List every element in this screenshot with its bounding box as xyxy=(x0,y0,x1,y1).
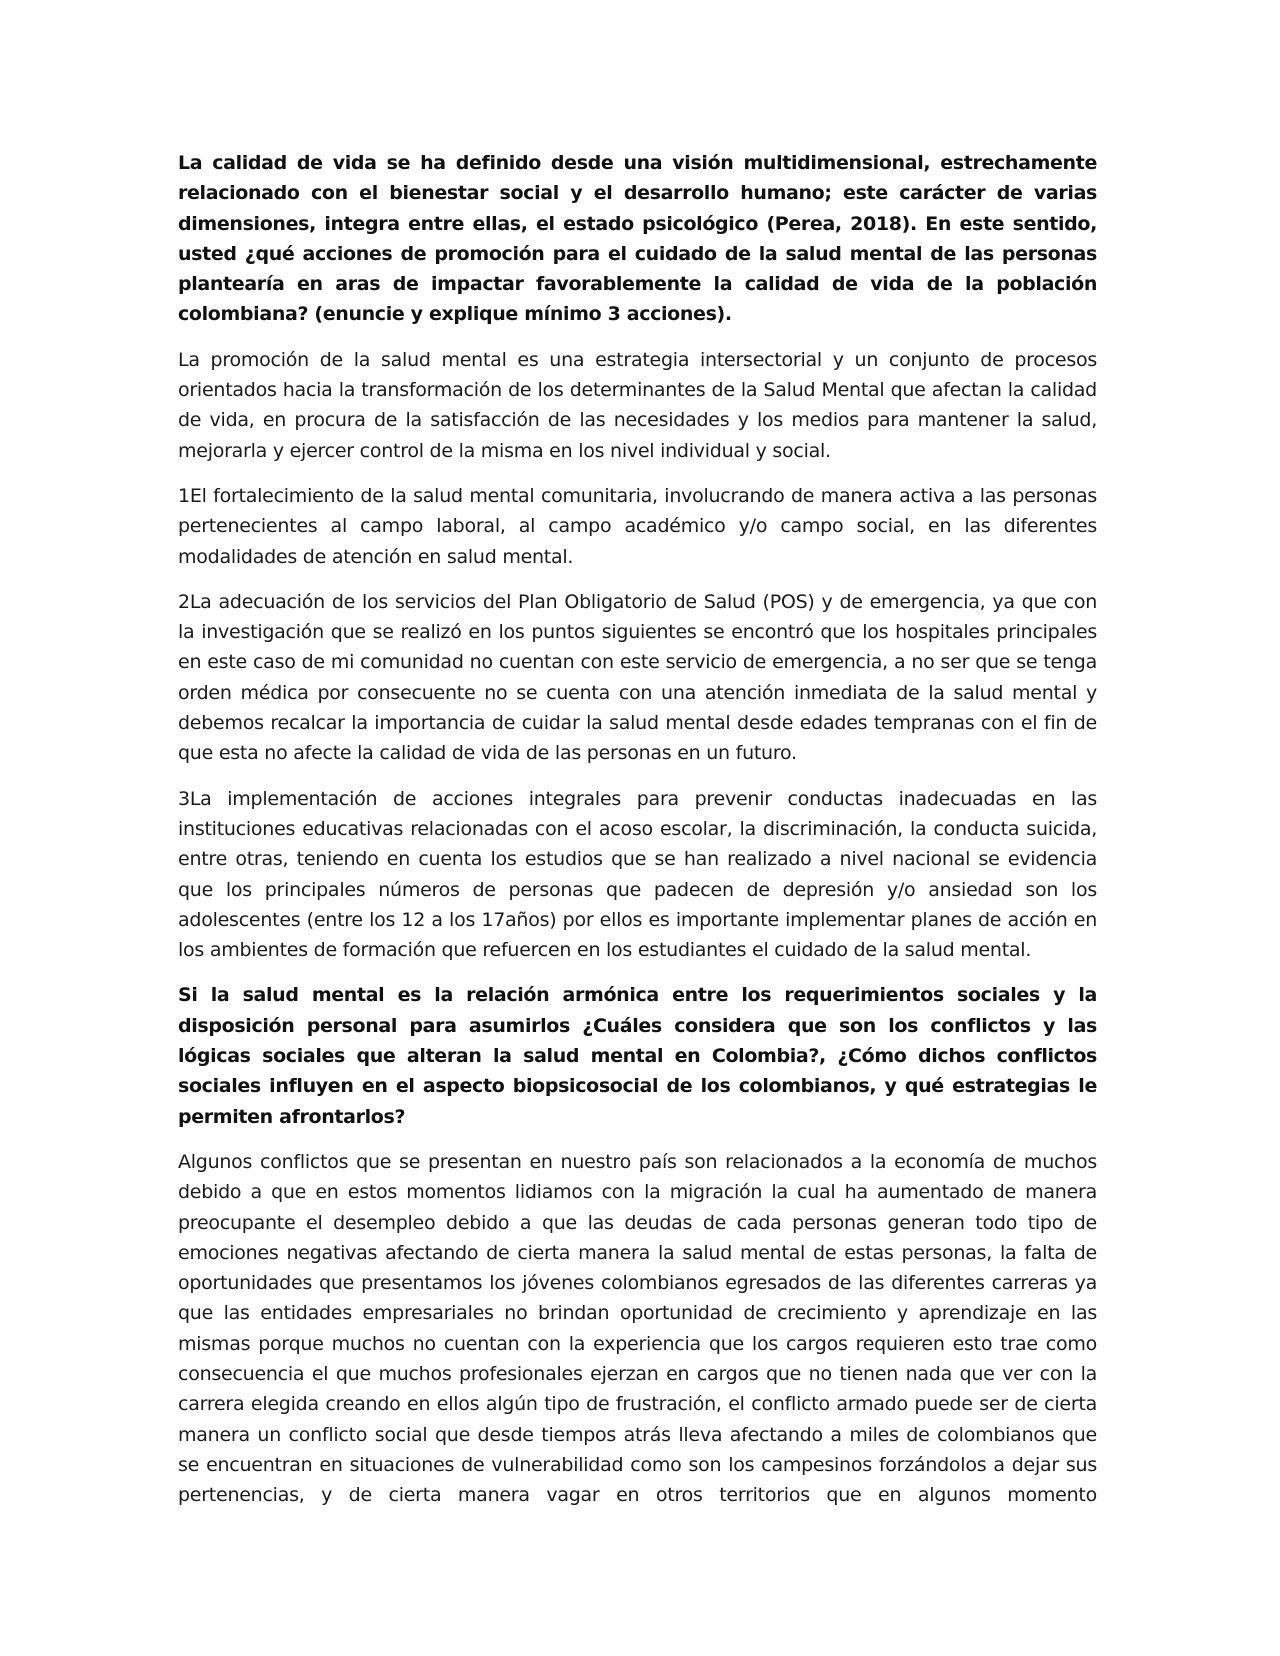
answer-conflicts-paragraph: Algunos conflictos que se presentan en nuestro país son relacionados a la economía de muchos debido a que en estos momentos lidiamos con la migración la cual ha aumentado de manera preocupante el desempleo debido a que las deudas de cada personas generan todo tipo de emociones negativas afectando de cierta manera la salud mental de estas personas, la falta de oportunidades que presentamos los jóvenes colombianos egresados de las diferentes carreras ya que las entidades empresariales no brindan oportunidad de crecimiento y aprendizaje en las mismas porque muchos no cuentan con la experiencia que los cargos requieren esto trae como consecuencia el que muchos profesionales ejerzan en cargos que no tienen nada que ver con la carrera elegida creando en ellos algún tipo de frustración, el conflicto armado puede ser de cierta manera un conflicto social que desde tiempos atrás lleva afectando a miles de colombianos que se encuentran en situaciones de vulnerabilidad como son los campesinos forzándolos a dejar sus pertenencias, y de cierta manera vagar en otros territorios que en algunos momento xyxy=(178,1150,1097,1507)
question-1: La calidad de vida se ha definido desde una visión multidimensional, estrechamente relacionado con el bienestar social y el desarrollo humano; este carácter de varias dimensiones, integra entre ellas, el estado psicológico (Perea, 2018). En este sentido, usted ¿qué acciones de promoción para el cuidado de la salud mental de las personas plantearía en aras de impactar favorablemente la calidad de vida de la población colombiana? (enuncie y explique mínimo 3 acciones). xyxy=(178,152,1097,326)
action-1-paragraph: 1El fortalecimiento de la salud mental comunitaria, involucrando de manera activa a las personas pertenecientes al campo laboral, al campo académico y/o campo social, en las diferentes modalidades de atención en salud mental. xyxy=(178,484,1097,568)
action-2-paragraph: 2La adecuación de los servicios del Plan Obligatorio de Salud (POS) y de emergencia, ya que con la investigación que se realizó en los puntos siguientes se encontró que los hospitales principales en este caso de mi comunidad no cuentan con este servicio de emergencia, a no ser que se tenga orden médica por consecuente no se cuenta con una atención inmediata de la salud mental y debemos recalcar la importancia de cuidar la salud mental desde edades tempranas con el fin de que esta no afecte la calidad de vida de las personas en un futuro. xyxy=(178,590,1097,765)
answer-intro-paragraph: La promoción de la salud mental es una estrategia intersectorial y un conjunto de procesos orientados hacia la transformación de los determinantes de la Salud Mental que afectan la calidad de vida, en procura de la satisfacción de las necesidades y los medios para mantener la salud, mejorarla y ejercer control de la misma en los nivel individual y social. xyxy=(178,348,1097,462)
action-3-paragraph: 3La implementación de acciones integrales para prevenir conductas inadecuadas en las instituciones educativas relacionadas con el acoso escolar, la discriminación, la conducta suicida, entre otras, teniendo en cuenta los estudios que se han realizado a nivel nacional se evidencia que los principales números de personas que padecen de depresión y/o ansiedad son los adolescentes (entre los 12 a los 17años) por ellos es importante implementar planes de acción en los ambientes de formación que refuercen en los estudiantes el cuidado de la salud mental. xyxy=(178,787,1097,962)
document-body xyxy=(178,148,1097,1510)
question-2: Si la salud mental es la relación armónica entre los requerimientos sociales y la disposición personal para asumirlos ¿Cuáles considera que son los conflictos y las lógicas sociales que alteran la salud mental en Colombia?, ¿Cómo dichos conflictos sociales influyen en el aspecto biopsicosocial de los colombianos, y qué estrategias le permiten afrontarlos? xyxy=(178,984,1097,1128)
